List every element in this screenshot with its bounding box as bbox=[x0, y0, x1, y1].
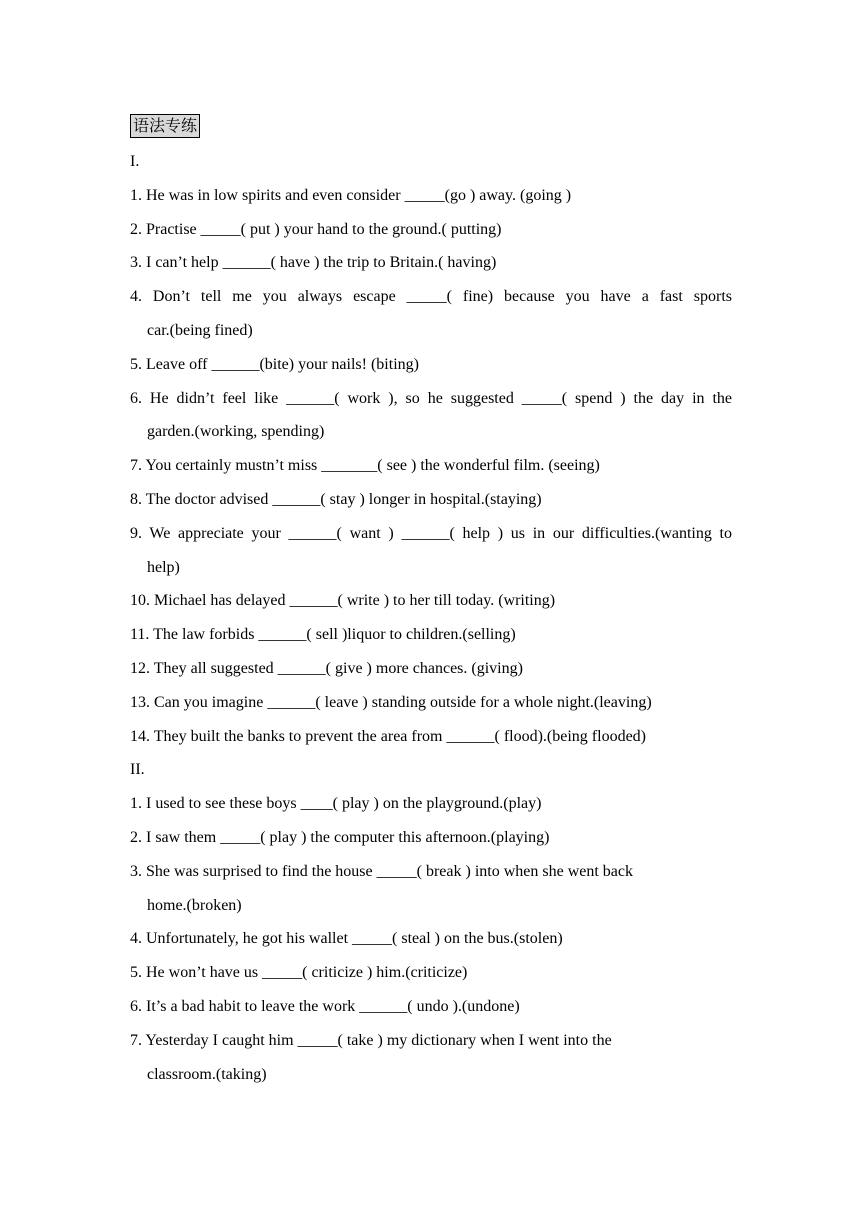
exercise-item-line: 3. She was surprised to find the house _____( break ) into when she went back bbox=[130, 862, 633, 880]
exercise-item bbox=[130, 280, 732, 348]
exercise-item: 10. Michael has delayed ______( write ) to her till today. (writing) bbox=[130, 592, 556, 610]
exercise-item-line: 6. He didn’t feel like ______( work ), so he suggested _____( spend ) the day in the bbox=[130, 389, 732, 407]
exercise-item-continuation: classroom.(taking) bbox=[147, 1065, 267, 1083]
exercise-item-line: 7. Yesterday I caught him _____( take ) my dictionary when I went into the bbox=[130, 1031, 612, 1049]
exercise-item bbox=[130, 382, 732, 450]
section-heading-2: II. bbox=[130, 761, 145, 779]
exercise-item: 5. He won’t have us _____( criticize ) him.(criticize) bbox=[130, 964, 468, 982]
exercise-item bbox=[130, 855, 732, 923]
page-title: 语法专练 bbox=[130, 114, 200, 138]
exercise-item: 7. You certainly mustn’t miss _______( see ) the wonderful film. (seeing) bbox=[130, 457, 600, 475]
exercise-item: 6. It’s a bad habit to leave the work ______( undo ).(undone) bbox=[130, 997, 520, 1015]
exercise-item-continuation: home.(broken) bbox=[147, 896, 242, 914]
exercise-item bbox=[130, 1024, 732, 1092]
exercise-item: 2. I saw them _____( play ) the computer this afternoon.(playing) bbox=[130, 828, 550, 846]
exercise-item: 14. They built the banks to prevent the area from ______( flood).(being flooded) bbox=[130, 727, 647, 745]
exercise-item: 11. The law forbids ______( sell )liquor to children.(selling) bbox=[130, 626, 516, 644]
exercise-item: 1. He was in low spirits and even consider _____(go ) away. (going ) bbox=[130, 186, 572, 204]
exercise-item: 12. They all suggested ______( give ) more chances. (giving) bbox=[130, 659, 523, 677]
exercise-item: 3. I can’t help ______( have ) the trip to Britain.( having) bbox=[130, 254, 497, 272]
exercise-item-continuation: car.(being fined) bbox=[147, 321, 253, 339]
exercise-item: 13. Can you imagine ______( leave ) standing outside for a whole night.(leaving) bbox=[130, 693, 652, 711]
exercise-item: 8. The doctor advised ______( stay ) longer in hospital.(staying) bbox=[130, 490, 542, 508]
exercise-item-continuation: garden.(working, spending) bbox=[147, 423, 325, 441]
exercise-item: 1. I used to see these boys ____( play ) on the playground.(play) bbox=[130, 795, 542, 813]
document-page bbox=[130, 114, 732, 1091]
exercise-item-line: 9. We appreciate your ______( want ) ______( help ) us in our difficulties.(wanting to bbox=[130, 524, 732, 542]
section-heading-1: I. bbox=[130, 153, 140, 170]
exercise-item: 2. Practise _____( put ) your hand to the ground.( putting) bbox=[130, 220, 502, 238]
exercise-item-line: 4. Don’t tell me you always escape _____( fine) because you have a fast sports bbox=[130, 288, 732, 306]
exercise-item-continuation: help) bbox=[147, 558, 180, 576]
exercise-item bbox=[130, 517, 732, 585]
exercise-item: 5. Leave off ______(bite) your nails! (biting) bbox=[130, 355, 419, 373]
exercise-item: 4. Unfortunately, he got his wallet _____( steal ) on the bus.(stolen) bbox=[130, 930, 563, 948]
